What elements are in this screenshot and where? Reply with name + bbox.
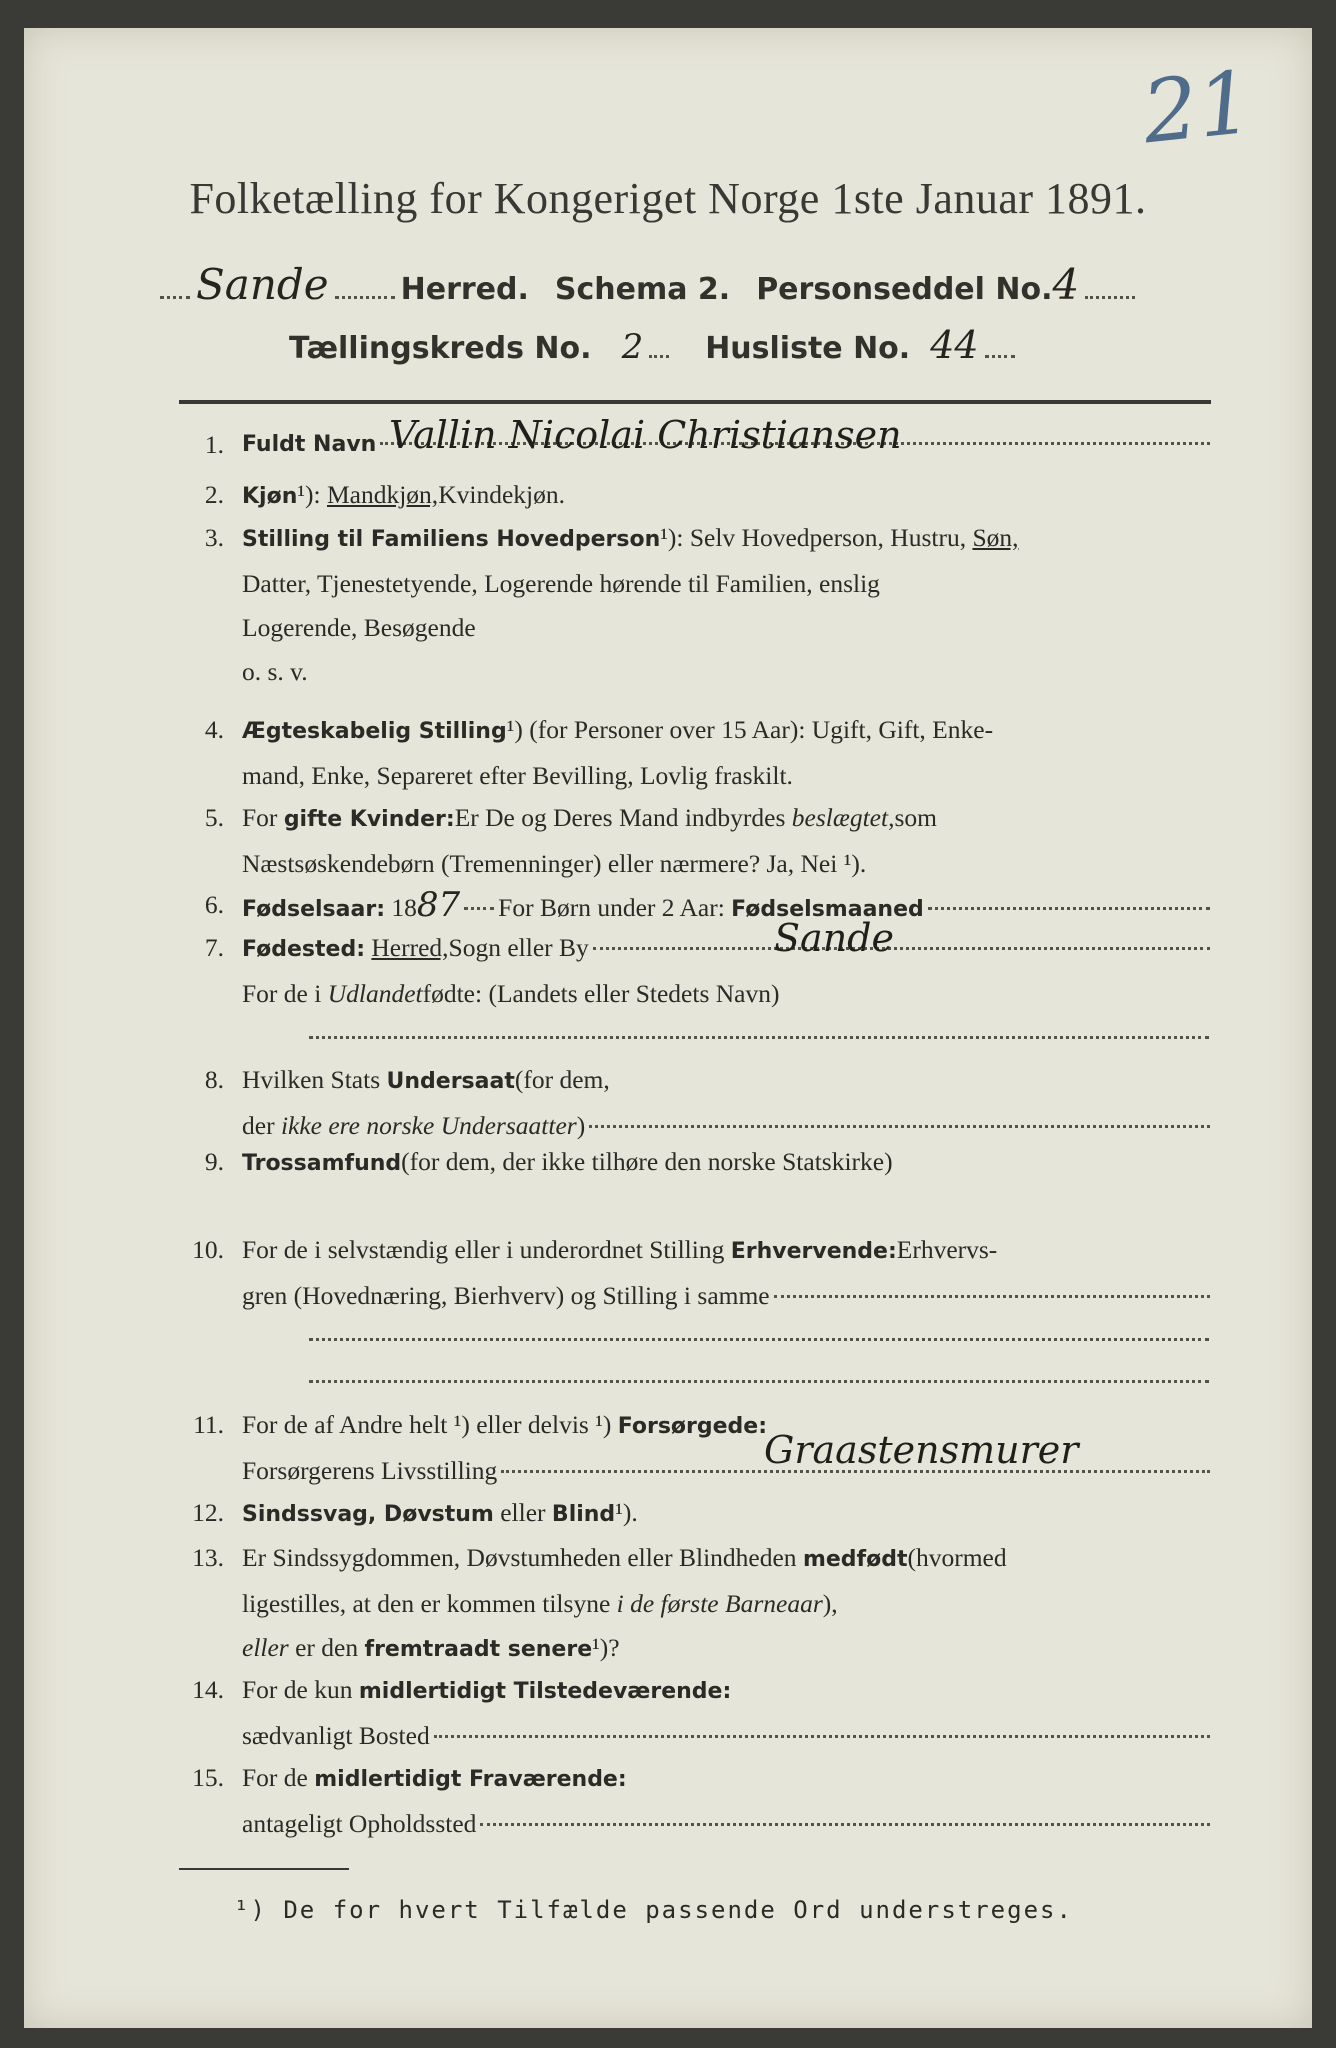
q14-number: 14. <box>192 1675 224 1704</box>
q8-line2b: ) <box>576 1111 586 1140</box>
q7-udlandet: Udlandet <box>327 979 423 1008</box>
q13-line3b: ¹)? <box>592 1633 620 1662</box>
q13-number: 13. <box>192 1543 224 1572</box>
q7-blank-line <box>309 1036 1209 1039</box>
q3-line2: Datter, Tjenestetyende, Logerende hørende til Familien, enslig <box>242 569 880 598</box>
q5-pre: For <box>242 803 278 832</box>
q13-line3i: eller <box>242 1633 289 1662</box>
q15-number: 15. <box>192 1763 224 1792</box>
q13-line1a: Er Sindssygdommen, Døvstumheden eller Blindheden <box>242 1543 797 1572</box>
q12-number: 12. <box>192 1498 224 1527</box>
q5-number: 5. <box>204 803 224 832</box>
q4-line2: mand, Enke, Separeret efter Bevilling, Lovlig fraskilt. <box>242 761 793 790</box>
q5-beslaegtet: beslægtet, <box>791 803 895 832</box>
q3-option-son: Søn, <box>972 523 1019 552</box>
q12-label2: Blind <box>551 1502 616 1527</box>
q2-label: Kjøn <box>242 484 298 509</box>
form-title: Folketælling for Kongeriget Norge 1ste Januar 1891. <box>189 174 1147 223</box>
q13-line1b: (hvormed <box>907 1543 1007 1572</box>
header-line-kreds <box>289 323 1021 367</box>
q10-line2: gren (Hovednæring, Bierhverv) og Stilling i samme <box>242 1281 770 1310</box>
q12-label: Sindssvag, Døvstum <box>242 1502 494 1527</box>
q6-month-label: Fødselsmaaned <box>731 897 924 922</box>
q14-label: midlertidigt Tilstedeværende: <box>358 1679 732 1704</box>
schema-label: Schema 2. <box>554 272 731 307</box>
q6-year-value: 87 <box>416 885 461 925</box>
q7-value-handwritten: Sande <box>774 916 894 960</box>
q10-label: Erhvervende: <box>730 1239 897 1264</box>
q13-line2b: ), <box>822 1589 838 1618</box>
header-line-herred <box>154 260 1141 309</box>
q5-som: som <box>894 803 937 832</box>
personseddel-label: Personseddel No. <box>756 272 1053 307</box>
page-number: 21 <box>1137 52 1257 164</box>
q2-number: 2. <box>204 480 224 509</box>
q9-label: Trossamfund <box>242 1151 402 1176</box>
q10-line1b: Erhvervs- <box>896 1235 998 1264</box>
q7-line2b: fødte: (Landets eller Stedets Navn) <box>422 979 780 1008</box>
q8-line2i: ikke ere norske Undersaatter <box>280 1111 577 1140</box>
q8-line1b: (for dem, <box>514 1065 610 1094</box>
q14-pre: For de kun <box>242 1675 353 1704</box>
q4-number: 4. <box>204 715 224 744</box>
q11-number: 11. <box>193 1410 224 1439</box>
header-rule <box>179 400 1211 404</box>
q1-value-handwritten: Vallin Nicolai Christiansen <box>389 413 902 457</box>
q3-line3: Logerende, Besøgende <box>242 613 476 642</box>
q5-label: gifte Kvinder: <box>283 807 455 832</box>
q4-label: Ægteskabelig Stilling <box>242 719 507 744</box>
q11-label: Forsørgede: <box>617 1414 768 1439</box>
q8-number: 8. <box>204 1065 224 1094</box>
personseddel-value: 4 <box>1052 260 1080 309</box>
q8-line1a: Hvilken Stats <box>242 1065 381 1094</box>
q8-line2a: der <box>242 1111 275 1140</box>
q6-number: 6. <box>204 890 224 919</box>
q10-blank-line-1 <box>309 1338 1209 1341</box>
q10-number: 10. <box>192 1235 224 1264</box>
q4-line1: ¹) (for Personer over 15 Aar): Ugift, Gift, Enke- <box>506 715 994 744</box>
q14-line2: sædvanligt Bosted <box>242 1721 430 1750</box>
q6-mid: For Børn under 2 Aar: <box>498 893 725 922</box>
q7-rest: Sogn eller By <box>448 933 589 962</box>
q1-number: 1. <box>204 430 224 459</box>
q1-label: Fuldt Navn <box>242 432 377 457</box>
q15-pre: For de <box>242 1763 308 1792</box>
q15-label: midlertidigt Fraværende: <box>314 1767 627 1792</box>
q3-options: ¹): Selv Hovedperson, Hustru, <box>660 523 967 552</box>
q10-line1a: For de i selvstændig eller i underordnet Stilling <box>242 1235 725 1264</box>
q7-label: Fødested: <box>242 937 365 962</box>
q13-line2i: i de første Barneaar <box>616 1589 823 1618</box>
q11-line2: Forsørgerens Livsstilling <box>242 1456 498 1485</box>
q5-line2: Næstsøskendebørn (Tremenninger) eller nærmere? Ja, Nei ¹). <box>242 849 867 878</box>
herred-label: Herred. <box>400 272 529 307</box>
q9-number: 9. <box>204 1147 224 1176</box>
q10-blank-line-2 <box>309 1380 1209 1383</box>
kreds-label: Tællingskreds No. <box>289 331 592 366</box>
q6-year-prefix: 18 <box>391 893 417 922</box>
q7-line2a: For de i <box>242 979 322 1008</box>
q15-line2: antageligt Opholdssted <box>242 1809 477 1838</box>
husliste-value: 44 <box>930 323 979 367</box>
q13-line3a: er den <box>288 1633 359 1662</box>
q2-option-kvindekjon: Kvindekjøn. <box>438 480 565 509</box>
q6-label: Fødselsaar: <box>242 897 385 922</box>
footnote-rule <box>179 1868 349 1870</box>
q7-option-herred: Herred, <box>371 933 449 962</box>
q8-label: Undersaat <box>386 1069 515 1094</box>
q9-rest: (for dem, der ikke tilhøre den norske Statskirke) <box>401 1147 893 1176</box>
husliste-label: Husliste No. <box>705 331 911 366</box>
q5-line1: Er De og Deres Mand indbyrdes <box>454 803 786 832</box>
q12-mid: eller <box>493 1498 552 1527</box>
herred-value: Sande <box>196 260 329 309</box>
q13-line2a: ligestilles, at den er kommen tilsyne <box>242 1589 611 1618</box>
q2-sup: ¹): <box>297 480 321 509</box>
q3-number: 3. <box>204 523 224 552</box>
q7-number: 7. <box>204 933 224 962</box>
kreds-value: 2 <box>621 327 644 367</box>
q3-line4: o. s. v. <box>242 657 308 686</box>
q3-label: Stilling til Familiens Hovedperson <box>242 527 661 552</box>
q2-option-mandkjon: Mandkjøn, <box>326 480 439 509</box>
census-form-sheet <box>24 28 1312 2028</box>
footnote: ¹) De for hvert Tilfælde passende Ord understreges. <box>234 1896 1073 1924</box>
q11-line1a: For de af Andre helt ¹) eller delvis ¹) <box>242 1410 612 1439</box>
q13-label2: fremtraadt senere <box>364 1637 593 1662</box>
q11-value-handwritten: Graastensmurer <box>764 1428 1079 1472</box>
q12-rest: ¹). <box>615 1498 638 1527</box>
q13-label: medfødt <box>802 1547 908 1572</box>
